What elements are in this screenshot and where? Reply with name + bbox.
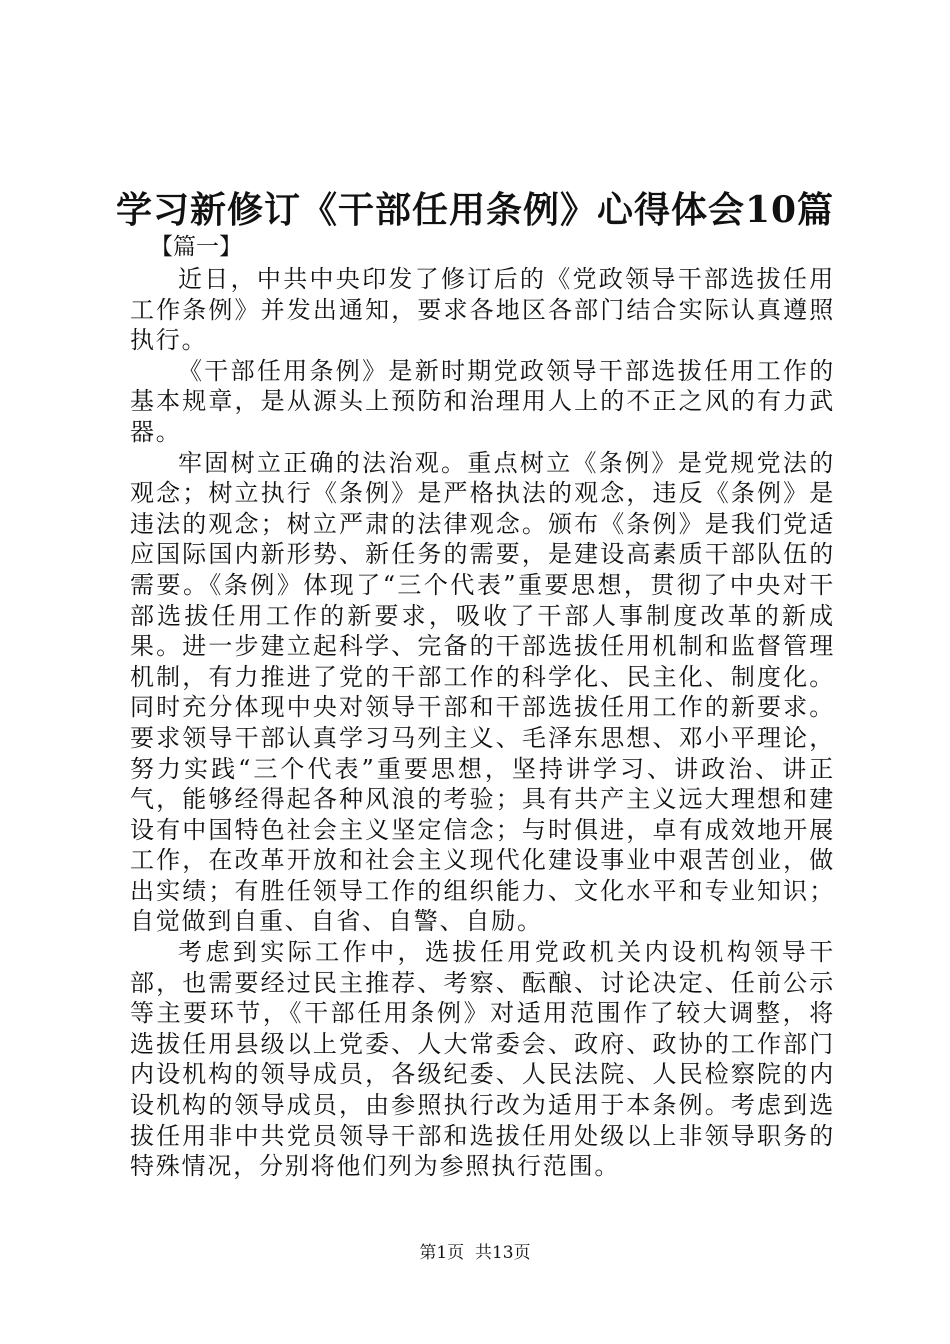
paragraph-2: 《干部任用条例》是新时期党政领导干部选拔任用工作的基本规章，是从源头上预防和治理用人上的不正之风的有力武器。 [130,356,835,446]
section-label: 【篇一】 [150,234,242,260]
paragraph-3: 牢固树立正确的法治观。重点树立《条例》是党规党法的观念；树立执行《条例》是严格执法的观念，违反《条例》是违法的观念；树立严肃的法律观念。颁布《条例》是我们党适应国际国内新形势、新任务的需要，是建设高素质干部队伍的需要。《条例》体现了“三个代表”重要思想，贯彻了中央对干部选拔任用工作的新要求，吸收了干部人事制度改革的新成果。进一步建立起科学、完备的干部选拔任用机制和监督管理机制，有力推进了党的干部工作的科学化、民主化、制度化。同时充分体现中央对领导干部和干部选拔任用工作的新要求。要求领导干部认真学习马列主义、毛泽东思想、邓小平理论，努力实践“三个代表”重要思想，坚持讲学习、讲政治、讲正气，能够经得起各种风浪的考验；具有共产主义远大理想和建设有中国特色社会主义坚定信念；与时俱进，卓有成效地开展工作，在改革开放和社会主义现代化建设事业中艰苦创业，做出实绩；有胜任领导工作的组织能力、文化水平和专业知识；自觉做到自重、自省、自警、自励。 [130,448,835,936]
document-title: 学习新修订《干部任用条例》心得体会10篇 [115,189,835,231]
page-footer [0,1241,950,1265]
page-number: 第1页 共13页 [419,1243,531,1263]
paragraph-4: 考虑到实际工作中，选拔任用党政机关内设机构领导干部，也需要经过民主推荐、考察、酝酿、讨论决定、任前公示等主要环节，《干部任用条例》对适用范围作了较大调整，将选拔任用县级以上党委、人大常委会、政府、政协的工作部门内设机构的领导成员，各级纪委、人民法院、人民检察院的内设机构的领导成员，由参照执行改为适用于本条例。考虑到选拔任用非中共党员领导干部和选拔任用处级以上非领导职务的特殊情况，分别将他们列为参照执行范围。 [130,938,835,1181]
paragraph-1: 近日，中共中央印发了修订后的《党政领导干部选拔任用工作条例》并发出通知，要求各地区各部门结合实际认真遵照执行。 [130,265,835,355]
document-body [130,264,835,1182]
